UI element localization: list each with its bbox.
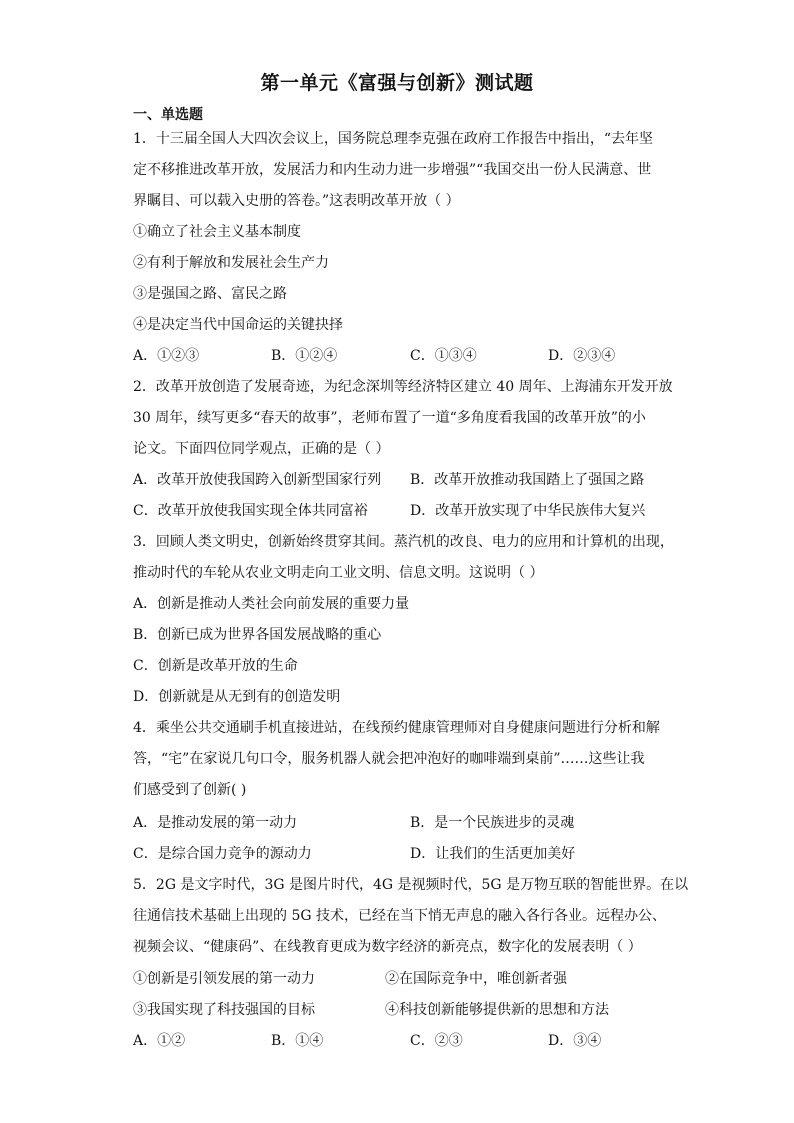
question-2-line: 30 周年，续写更多“春天的故事”，老师布置了一道“多角度看我国的改革开放”的小 [133,410,646,426]
question-4-option-d: D．让我们的生活更加美好 [410,846,576,862]
question-1-statement: ④是决定当代中国命运的关键抉择 [133,317,343,333]
question-5-statement: ③我国实现了科技强国的目标 [133,1002,315,1018]
question-4-line: 们感受到了创新( ) [133,782,247,798]
question-1-option-b: B．①②④ [271,348,338,364]
question-5-line: 视频会议、“健康码”、在线教育更成为数字经济的新亮点，数字化的发展表明（ ） [133,939,642,955]
question-5-option-a: A．①② [133,1033,186,1049]
question-2-option-c: C．改革开放使我国实现全体共同富裕 [133,503,368,519]
question-3-option-a: A．创新是推动人类社会向前发展的重要力量 [133,596,410,612]
page-title: 第一单元《富强与创新》测试题 [260,72,534,94]
question-4-line: 4．乘坐公共交通刷手机直接进站，在线预约健康管理师对自身健康问题进行分析和解 [133,720,660,736]
question-1-statement: ③是强国之路、富民之路 [133,286,287,302]
question-3-line: 3．回顾人类文明史，创新始终贯穿其间。蒸汽机的改良、电力的应用和计算机的出现， [133,534,674,550]
question-3-option-c: C．创新是改革开放的生命 [133,658,298,674]
question-1-line: 定不移推进改革开放，发展活力和内生动力进一步增强”“我国交出一份人民满意、世 [133,162,652,178]
question-5-option-d: D．③④ [548,1033,602,1049]
question-1-option-a: A．①②③ [133,348,200,364]
question-1-option-d: D．②③④ [548,348,616,364]
question-5-option-b: B．①④ [271,1033,324,1049]
question-4-option-b: B．是一个民族进步的灵魂 [410,815,575,831]
section-heading: 一、单选题 [133,107,203,123]
question-4-line: 答，“宅”在家说几句口令，服务机器人就会把冲泡好的咖啡端到桌前”……这些让我 [133,751,645,767]
question-3-option-b: B．创新已成为世界各国发展战略的重心 [133,627,382,643]
question-1-line: 界瞩目、可以载入史册的答卷。”这表明改革开放（ ） [133,193,460,209]
question-2-line: 2．改革开放创造了发展奇迹，为纪念深圳等经济特区建立 40 周年、上海浦东开发开放 [133,379,673,395]
question-1-statement: ②有利于解放和发展社会生产力 [133,255,329,271]
question-2-line: 论文。下面四位同学观点，正确的是（ ） [133,441,390,457]
question-3-line: 推动时代的车轮从农业文明走向工业文明、信息文明。这说明（ ） [133,565,544,581]
question-5-statement: ②在国际竞争中，唯创新者强 [385,971,567,987]
question-1-statement: ①确立了社会主义基本制度 [133,224,301,240]
question-1-line: 1．十三届全国人大四次会议上，国务院总理李克强在政府工作报告中指出，“去年坚 [133,131,654,147]
question-2-option-b: B．改革开放推动我国踏上了强国之路 [410,472,645,488]
question-1-option-c: C．①③④ [410,348,477,364]
question-5-line: 往通信技术基础上出现的 5G 技术，已经在当下悄无声息的融入各行各业。远程办公、 [133,908,666,924]
question-3-option-d: D．创新就是从无到有的创造发明 [133,689,341,705]
question-5-statement: ①创新是引领发展的第一动力 [133,971,315,987]
question-5-line: 5．2G 是文字时代，3G 是图片时代，4G 是视频时代，5G 是万物互联的智能世界。在以 [133,877,689,893]
question-4-option-a: A．是推动发展的第一动力 [133,815,298,831]
question-5-option-c: C．②③ [410,1033,463,1049]
question-2-option-a: A．改革开放使我国跨入创新型国家行列 [133,472,382,488]
question-2-option-d: D．改革开放实现了中华民族伟大复兴 [410,503,646,519]
question-5-statement: ④科技创新能够提供新的思想和方法 [385,1002,609,1018]
question-4-option-c: C．是综合国力竞争的源动力 [133,846,312,862]
